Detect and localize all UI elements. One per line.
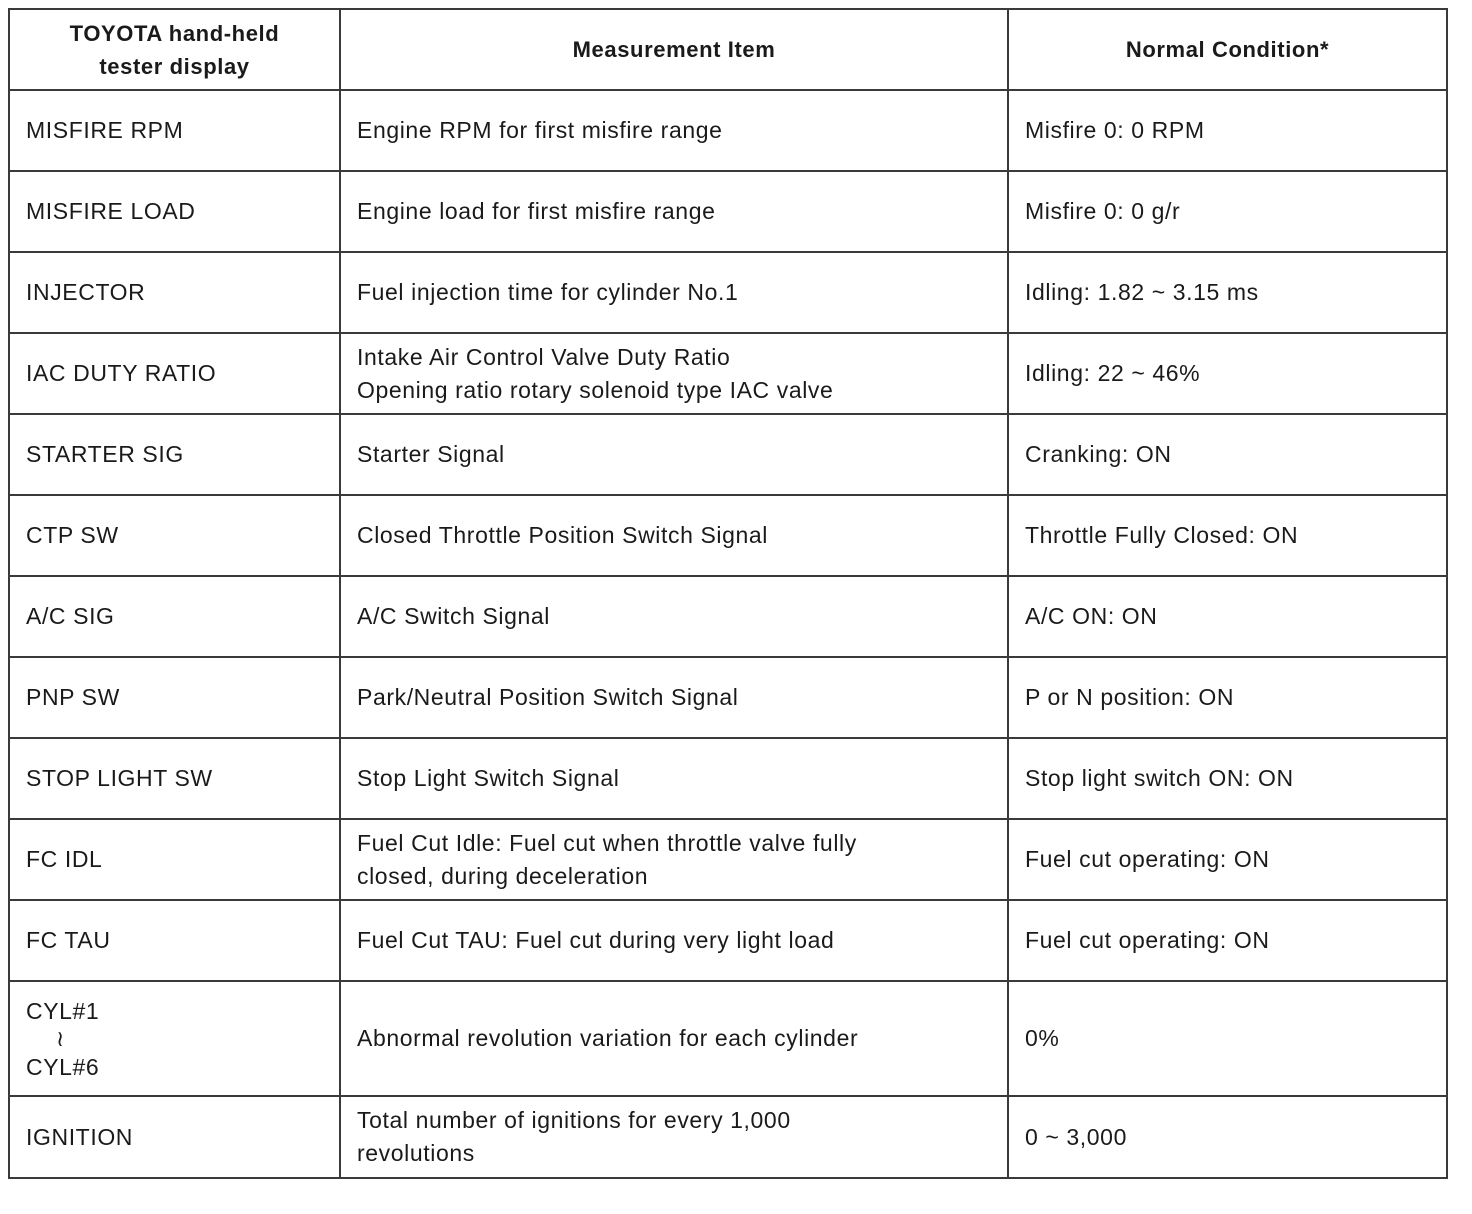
item-cell bbox=[340, 1096, 1008, 1178]
condition-cell: Idling: 22 ~ 46% bbox=[1008, 333, 1447, 414]
header-row bbox=[9, 9, 1447, 90]
display-cell: FC IDL bbox=[9, 819, 340, 900]
item-cell bbox=[340, 819, 1008, 900]
condition-cell: Fuel cut operating: ON bbox=[1008, 819, 1447, 900]
header-measurement-item: Measurement Item bbox=[340, 9, 1008, 90]
condition-cell: A/C ON: ON bbox=[1008, 576, 1447, 657]
display-cell: FC TAU bbox=[9, 900, 340, 981]
table-row bbox=[9, 900, 1447, 981]
item-cell: Engine load for first misfire range bbox=[340, 171, 1008, 252]
condition-cell: Throttle Fully Closed: ON bbox=[1008, 495, 1447, 576]
condition-cell: Fuel cut operating: ON bbox=[1008, 900, 1447, 981]
table-row bbox=[9, 90, 1447, 171]
table-row bbox=[9, 819, 1447, 900]
display-cell: INJECTOR bbox=[9, 252, 340, 333]
condition-cell: Idling: 1.82 ~ 3.15 ms bbox=[1008, 252, 1447, 333]
item-cell: Stop Light Switch Signal bbox=[340, 738, 1008, 819]
item-cell: Park/Neutral Position Switch Signal bbox=[340, 657, 1008, 738]
item-line: Opening ratio rotary solenoid type IAC valve bbox=[357, 376, 834, 403]
display-cell bbox=[9, 981, 340, 1096]
item-cell: Starter Signal bbox=[340, 414, 1008, 495]
item-cell bbox=[340, 333, 1008, 414]
header-tester-display-line2: tester display bbox=[99, 53, 250, 79]
item-line: Fuel Cut Idle: Fuel cut when throttle valve fully bbox=[357, 829, 857, 856]
display-cell: STARTER SIG bbox=[9, 414, 340, 495]
item-cell: Fuel injection time for cylinder No.1 bbox=[340, 252, 1008, 333]
item-line: revolutions bbox=[357, 1140, 475, 1166]
display-cell: STOP LIGHT SW bbox=[9, 738, 340, 819]
display-line: CYL#6 bbox=[26, 1053, 100, 1080]
display-cell: IAC DUTY RATIO bbox=[9, 333, 340, 414]
display-cell: MISFIRE RPM bbox=[9, 90, 340, 171]
range-tilde-mark: ≀ bbox=[56, 1025, 65, 1051]
header-tester-display-line1: TOYOTA hand-held bbox=[69, 20, 280, 46]
table-row bbox=[9, 576, 1447, 657]
item-cell: Abnormal revolution variation for each cylinder bbox=[340, 981, 1008, 1096]
condition-cell: Cranking: ON bbox=[1008, 414, 1447, 495]
table-row bbox=[9, 738, 1447, 819]
display-cell: A/C SIG bbox=[9, 576, 340, 657]
tester-display-table bbox=[8, 8, 1448, 1179]
item-line: Total number of ignitions for every 1,000 bbox=[357, 1107, 791, 1133]
condition-cell: Misfire 0: 0 g/r bbox=[1008, 171, 1447, 252]
item-cell: Fuel Cut TAU: Fuel cut during very light load bbox=[340, 900, 1008, 981]
condition-cell: Stop light switch ON: ON bbox=[1008, 738, 1447, 819]
header-normal-condition: Normal Condition* bbox=[1008, 9, 1447, 90]
condition-cell: P or N position: ON bbox=[1008, 657, 1447, 738]
item-cell: Engine RPM for first misfire range bbox=[340, 90, 1008, 171]
display-cell: PNP SW bbox=[9, 657, 340, 738]
header-tester-display bbox=[9, 9, 340, 90]
table-row bbox=[9, 414, 1447, 495]
item-cell: A/C Switch Signal bbox=[340, 576, 1008, 657]
display-cell: IGNITION bbox=[9, 1096, 340, 1178]
table-row bbox=[9, 981, 1447, 1096]
table-row bbox=[9, 657, 1447, 738]
display-cell: MISFIRE LOAD bbox=[9, 171, 340, 252]
table-row bbox=[9, 333, 1447, 414]
table-row bbox=[9, 495, 1447, 576]
table-row bbox=[9, 252, 1447, 333]
item-cell: Closed Throttle Position Switch Signal bbox=[340, 495, 1008, 576]
item-line: Intake Air Control Valve Duty Ratio bbox=[357, 343, 731, 370]
display-line: CYL#1 bbox=[26, 997, 100, 1024]
table-row bbox=[9, 171, 1447, 252]
condition-cell: 0 ~ 3,000 bbox=[1008, 1096, 1447, 1178]
display-cell: CTP SW bbox=[9, 495, 340, 576]
condition-cell: 0% bbox=[1008, 981, 1447, 1096]
table-row bbox=[9, 1096, 1447, 1178]
condition-cell: Misfire 0: 0 RPM bbox=[1008, 90, 1447, 171]
item-line: closed, during deceleration bbox=[357, 862, 649, 889]
